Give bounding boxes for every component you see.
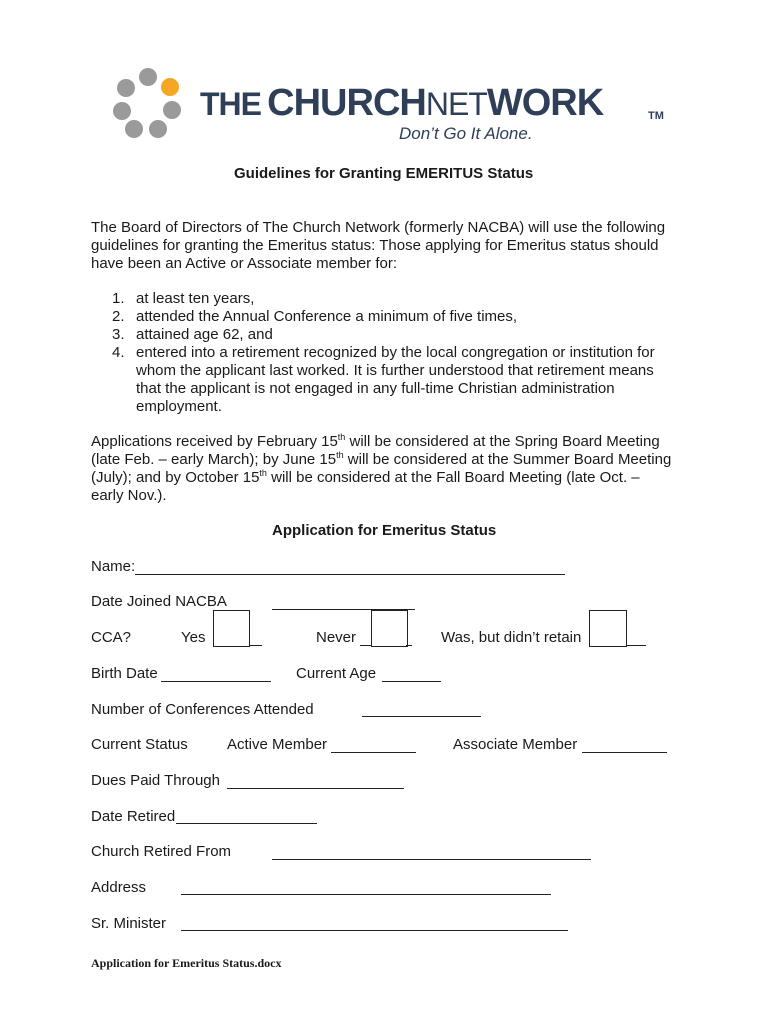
logo-word-net: NET <box>425 86 487 122</box>
current-age-label: Current Age <box>296 665 377 682</box>
logo-word-work: WORK <box>486 82 604 124</box>
logo-trademark: TM <box>648 110 664 122</box>
deadlines-paragraph: Applications received by February 15th will be considered at the Spring Board Meeting (late Feb. – early March); by June 15th will be considered at the Summer Board Meeting (July); and by October 15th will be considered at the Fall Board Meeting (late Oct. – early Nov.). <box>91 432 672 504</box>
logo-dots-icon <box>112 66 192 146</box>
name-field[interactable] <box>135 574 565 575</box>
logo-word-the: THE <box>200 86 261 122</box>
logo-word-church: CHURCH <box>267 82 426 124</box>
birth-date-field[interactable] <box>161 681 271 682</box>
cca-was-checkbox[interactable] <box>589 610 627 647</box>
intro-line: guidelines for granting the Emeritus status: Those applying for Emeritus status should <box>91 237 659 254</box>
current-age-field[interactable] <box>382 681 441 682</box>
dues-label: Dues Paid Through <box>91 772 220 789</box>
conferences-label: Number of Conferences Attended <box>91 701 314 718</box>
cca-never-label: Never <box>316 629 357 646</box>
logo-wordmark <box>200 82 603 125</box>
active-member-label: Active Member <box>227 736 328 753</box>
date-joined-label: Date Joined NACBA <box>91 593 227 610</box>
date-retired-field[interactable] <box>176 823 317 824</box>
current-status-label: Current Status <box>91 736 188 753</box>
application-title: Application for Emeritus Status <box>272 522 497 539</box>
cca-yes-checkbox[interactable] <box>213 610 250 647</box>
date-retired-label: Date Retired <box>91 808 176 825</box>
criteria-list: 1. at least ten years, 2. attended the Annual Conference a minimum of five times, 3. attained age 62, and 4. entered into a retirement recognized by the local congregation or institution for whom the applicant last worked. It is further understood that retirement means that the applicant is not engaged in any full-time Christian administration employment. <box>112 290 655 415</box>
intro-line: The Board of Directors of The Church Network (formerly NACBA) will use the following <box>91 219 666 236</box>
footer-filename: Application for Emeritus Status.docx <box>91 956 282 970</box>
logo <box>112 64 672 146</box>
sr-minister-label: Sr. Minister <box>91 915 167 932</box>
church-retired-label: Church Retired From <box>91 843 232 860</box>
active-member-field[interactable] <box>331 752 416 753</box>
address-field[interactable] <box>181 894 551 895</box>
associate-member-field[interactable] <box>582 752 667 753</box>
intro-line: have been an Active or Associate member for: <box>91 255 397 272</box>
cca-never-checkbox[interactable] <box>371 610 408 647</box>
cca-was-label: Was, but didn’t retain <box>441 629 582 646</box>
intro-paragraph <box>91 219 665 273</box>
sr-minister-field[interactable] <box>181 930 568 931</box>
cca-yes-label: Yes <box>181 629 206 646</box>
logo-tagline: Don’t Go It Alone. <box>399 124 533 143</box>
associate-member-label: Associate Member <box>453 736 578 753</box>
dues-field[interactable] <box>227 788 404 789</box>
name-label: Name: <box>91 558 136 575</box>
church-retired-field[interactable] <box>272 859 591 860</box>
cca-label: CCA? <box>91 629 132 646</box>
address-label: Address <box>91 879 147 896</box>
birth-date-label: Birth Date <box>91 665 158 682</box>
guidelines-title: Guidelines for Granting EMERITUS Status <box>234 165 534 182</box>
conferences-field[interactable] <box>362 716 481 717</box>
